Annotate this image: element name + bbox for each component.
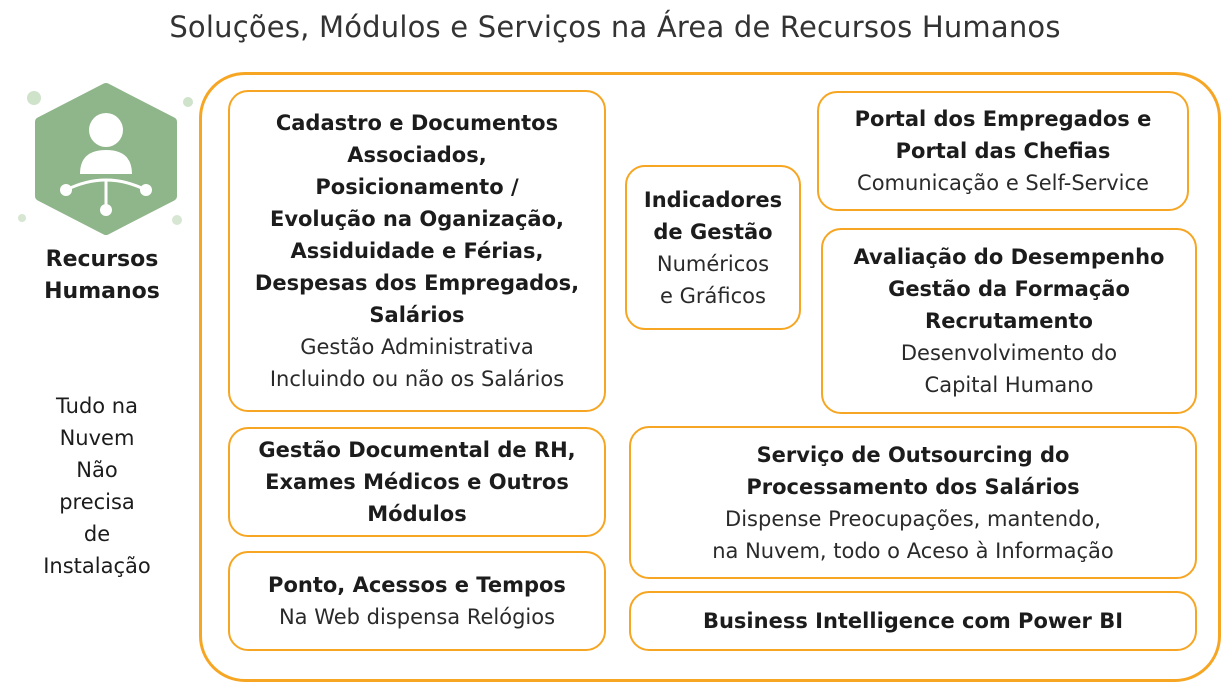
module-portal [817,91,1189,211]
module-gestao-documental [228,427,606,537]
module-outsourcing-heading: Serviço de Outsourcing do Processamento dos Salários [746,442,1080,499]
module-avaliacao [821,228,1197,414]
cloud-note: Tudo na Nuvem Não precisa de Instalação [43,394,151,578]
module-indicadores-sub: Numéricos e Gráficos [656,251,770,308]
module-cadastro-heading: Cadastro e Documentos Associados, Posicionamento / Evolução na Oganização, Assiduidade e Férias, Despesas dos Empregados, Salários [254,111,580,327]
module-portal-heading: Portal dos Empregados e Portal das Chefias [854,107,1152,163]
module-gestao-documental-heading: Gestão Documental de RH, Exames Médicos e Outros Módulos [258,438,576,526]
module-ponto-heading: Ponto, Acessos e Tempos [268,573,566,597]
module-ponto [228,551,606,651]
module-avaliacao-heading: Avaliação do Desempenho Gestão da Formação Recrutamento [853,245,1165,333]
module-indicadores-heading: Indicadores de Gestão [643,187,783,244]
module-portal-sub: Comunicação e Self-Service [857,171,1149,195]
module-cadastro-sub: Gestão Administrativa Incluindo ou não os Salários [269,335,565,391]
module-avaliacao-sub: Desenvolvimento do Capital Humano [900,341,1118,397]
module-bi [629,591,1197,651]
hr-person-network-icon [18,78,194,248]
module-cadastro [228,90,606,412]
sidebar-label: Recursos Humanos [44,247,160,304]
module-outsourcing [629,426,1197,579]
module-bi-heading: Business Intelligence com Power BI [702,609,1124,633]
page-title: Soluções, Módulos e Serviços na Área de Recursos Humanos [169,10,1061,44]
module-indicadores [625,165,801,330]
module-ponto-sub: Na Web dispensa Relógios [278,605,556,629]
module-outsourcing-sub: Dispense Preocupações, mantendo, na Nuvem, todo o Aceso à Informação [712,506,1114,563]
